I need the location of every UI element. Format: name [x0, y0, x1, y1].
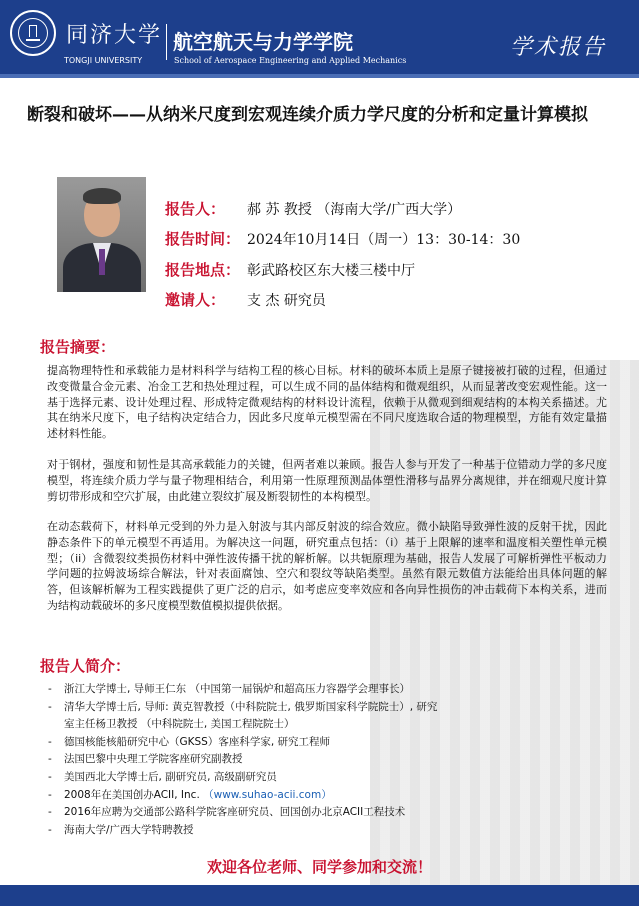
- bio-item-text: 海南大学/广西大学特聘教授: [64, 823, 194, 836]
- abstract-heading: 报告摘要：: [40, 338, 116, 356]
- info-location: [165, 261, 415, 280]
- bio-list: [48, 681, 608, 839]
- bio-item-text: 浙江大学博士, 导师王仁东 （中国第一届锅炉和超高压力容器学会理事长）: [64, 683, 411, 695]
- bio-heading: 报告人简介：: [40, 657, 131, 675]
- info-value: 彰武路校区东大楼三楼中厅: [247, 263, 415, 279]
- bio-item-text: 清华大学博士后, 导师: 黄克智教授（中科院院士, 俄罗斯国家科学院院士）, 研究: [64, 700, 438, 713]
- company-website-link[interactable]: （www.suhao-acii.com）: [203, 788, 332, 801]
- bio-item-text: 美国西北大学博士后, 副研究员, 高级副研究员: [64, 770, 277, 783]
- bio-item: [48, 751, 608, 769]
- info-host: [165, 291, 326, 310]
- info-speaker: [165, 200, 461, 219]
- talk-title: 断裂和破坏——从纳米尺度到宏观连续介质力学尺度的分析和定量计算模拟: [27, 105, 588, 125]
- info-label: 报告地点：: [165, 261, 241, 279]
- bio-item: [48, 734, 608, 752]
- bio-item: [48, 822, 608, 840]
- info-label: 报告人：: [165, 200, 226, 218]
- bio-item-text: 法国巴黎中央理工学院客座研究副教授: [64, 753, 243, 766]
- bio-item: [48, 787, 608, 805]
- info-label: 报告时间：: [165, 230, 241, 248]
- info-value: 2024年10月14日（周一）13：30-14：30: [247, 232, 521, 248]
- bio-item-text: 室主任杨卫教授 （中科院院士, 美国工程院院士）: [64, 718, 295, 731]
- bio-item: [48, 716, 608, 734]
- school-name-cn: 航空航天与力学学院: [173, 30, 353, 54]
- speaker-photo: [57, 177, 146, 292]
- bio-item-text: 2016年应聘为交通部公路科学院客座研究员、回国创办北京ACII工程技术: [64, 806, 406, 819]
- university-name-en: TONGJI UNIVERSITY: [64, 56, 143, 65]
- info-time: [165, 230, 520, 249]
- report-tag: 学术报告: [510, 35, 607, 60]
- bio-item-text: 德国核能核船研究中心（GKSS）客座科学家, 研究工程师: [64, 735, 331, 748]
- university-seal-icon: [10, 10, 56, 56]
- footer-message: 欢迎各位老师、同学参加和交流！: [206, 858, 432, 876]
- abstract-paragraph: 在动态载荷下，材料单元受到的外力是入射波与其内部反射波的综合效应。微小缺陷导致弹性波的反射干扰，因此静态条件下的单元模型不再适用。为解决这一问题，研究重点包括：（i）基于上限解的速率和温度相关塑性单元模型；（ii）含微裂纹类损伤材料中弹性波传播干扰的解析解。以共轭原理为基础，报告人发展了可解析弹性平板动力学问题的拉姆波场综合解法，针对表面腐蚀、空穴和裂纹等缺陷类型。虽然有限元数值方法能给出具体问题的解答，但该解析解为工程实践提供了更广泛的启示，如考虑应变率效应和各向异性损伤的冲击载荷下本构关系，进而为结构动载破坏的多尺度模型数值模拟提供依据。: [47, 520, 607, 612]
- abstract-paragraph: 对于钢材，强度和韧性是其高承载能力的关键，但两者难以兼顾。报告人参与开发了一种基于位错动力学的多尺度模型，将连续介质力学与量子物理相结合，利用第一性原理预测晶体塑性滑移与晶界分离规律，并在细观尺度计算剪切带形成和空穴扩展，由此建立裂纹扩展及断裂韧性的本构模型。: [47, 458, 607, 503]
- bio-item: [48, 804, 608, 822]
- header-banner: [0, 0, 639, 78]
- footer-bar: [0, 885, 639, 906]
- bio-item: [48, 699, 608, 717]
- school-name-en: School of Aerospace Engineering and Applied Mechanics: [174, 56, 407, 65]
- info-value: 郝 苏 教授 （海南大学/广西大学）: [247, 202, 462, 218]
- bio-item-text: 2008年在美国创办ACII, Inc.: [64, 788, 204, 801]
- bio-item: [48, 769, 608, 787]
- header-stripe: [0, 74, 639, 78]
- info-value: 支 杰 研究员: [247, 293, 326, 309]
- info-label: 邀请人：: [165, 291, 226, 309]
- university-name-cn: 同济大学: [66, 23, 163, 48]
- abstract-paragraph: 提高物理特性和承载能力是材料科学与结构工程的核心目标。材料的破坏本质上是原子键接被打破的过程，但通过改变微量合金元素、冶金工艺和热处理过程，可以生成不同的晶体结构和微观组织，从而显著改变宏观性能。这一基于选择元素、设计处理过程、形成特定微观结构的材料设计流程，依赖于从微观到细观结构的本构关系描述。尤其在纳米尺度下，电子结构决定结合力，因此多尺度单元模型需在不同尺度选取合适的物理模型，方能有效定量描述材料性能。: [47, 364, 607, 441]
- bio-item: [48, 681, 608, 699]
- header-divider: [166, 24, 167, 60]
